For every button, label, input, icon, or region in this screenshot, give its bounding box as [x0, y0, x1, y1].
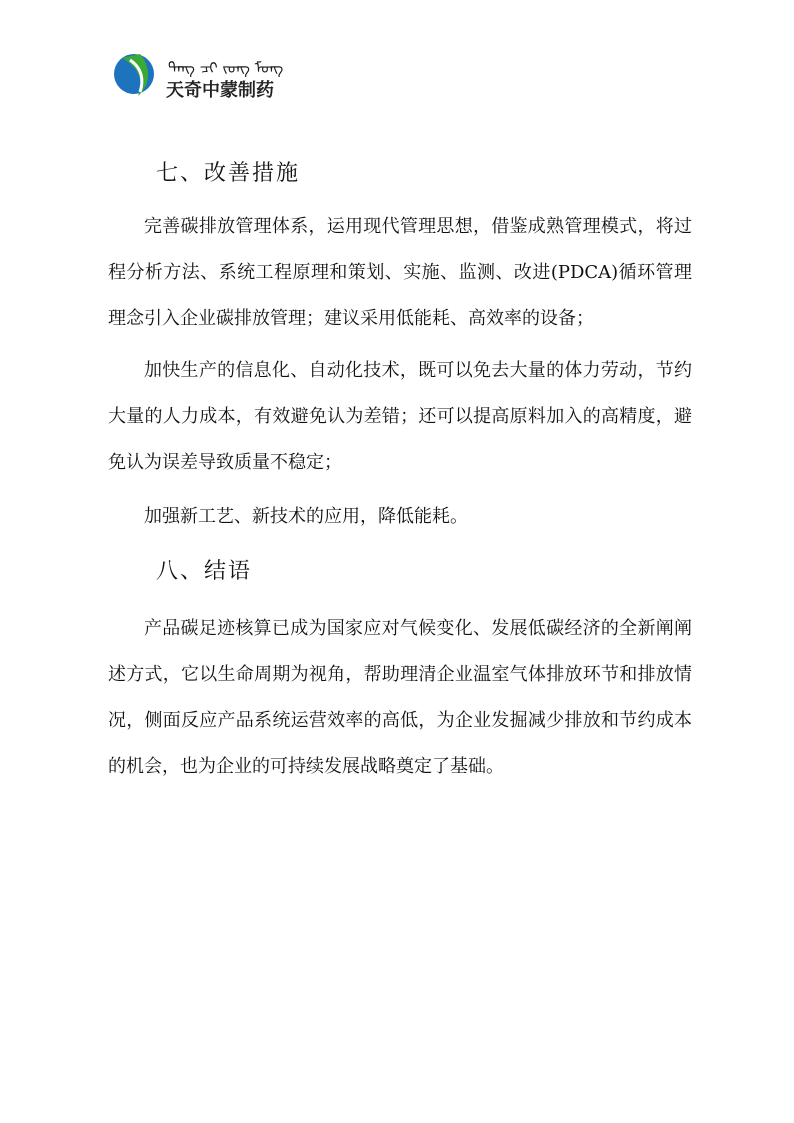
- paragraph-management-system: 完善碳排放管理体系，运用现代管理思想，借鉴成熟管理模式，将过程分析方法、系统工程原理和策划、实施、监测、改进(PDCA)循环管理理念引入企业碳排放管理；建议采用低能耗、高效率的设备；: [108, 216, 692, 329]
- paragraph-conclusion: 产品碳足迹核算已成为国家应对气候变化、发展低碳经济的全新阐阐述方式，它以生命周期为视角，帮助理清企业温室气体排放环节和排放情况，侧面反应产品系统运营效率的高低，为企业发掘减少排放和节约成本的机会，也为企业的可持续发展战略奠定了基础。: [108, 618, 692, 777]
- company-logo: [108, 46, 290, 106]
- logo-emblem-icon: [108, 46, 168, 106]
- section-heading-improvement-measures: 七、改善措施: [156, 161, 301, 186]
- logo-company-name: 天奇中蒙制药: [166, 80, 274, 101]
- section-heading-conclusion: 八、结语: [156, 559, 253, 584]
- paragraph-automation: 加快生产的信息化、自动化技术，既可以免去大量的体力劳动，节约大量的人力成本，有效避免认为差错；还可以提高原料加入的高精度，避免认为误差导致质量不稳定；: [108, 360, 692, 473]
- paragraph-new-technology: 加强新工艺、新技术的应用，降低能耗。: [144, 506, 468, 527]
- logo-mongolian-script: ᠲᠡᠩ ᠴᠢ ᠵᠤᠩ ᠮᠣᠩ: [168, 59, 284, 77]
